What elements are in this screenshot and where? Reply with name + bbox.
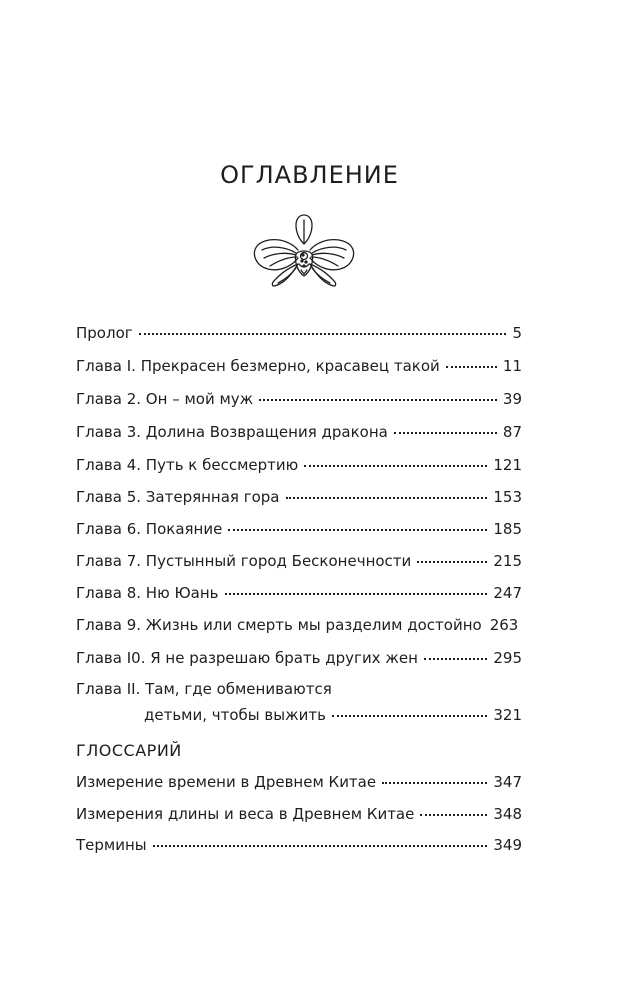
toc-entry-page: 185	[493, 520, 522, 538]
glossary-entry-label: Измерение времени в Древнем Китае	[76, 773, 377, 791]
toc-entry-page: 87	[502, 423, 522, 441]
toc-entry[interactable]	[76, 550, 522, 582]
glossary-entry-label: Термины	[76, 836, 147, 854]
toc-entry-label: Глава 5. Затерянная гора	[76, 488, 280, 506]
toc-entry-page: 5	[512, 324, 522, 342]
toc-entry[interactable]	[76, 454, 522, 486]
dot-leader	[394, 432, 497, 434]
toc-entry-page: 39	[502, 390, 522, 408]
toc-entry[interactable]	[76, 322, 522, 354]
toc-entry[interactable]	[76, 614, 522, 646]
dot-leader	[446, 366, 497, 368]
toc-entry-page: 247	[493, 584, 522, 602]
toc-entry[interactable]	[76, 355, 522, 387]
toc-entry-label: Глава 8. Ню Юань	[76, 584, 219, 602]
glossary-entry-page: 347	[493, 773, 522, 791]
toc-entry-page: 321	[493, 706, 522, 724]
dot-leader	[424, 658, 487, 660]
dot-leader	[332, 715, 487, 717]
toc-entry-page: 153	[493, 488, 522, 506]
dot-leader	[259, 399, 497, 401]
toc-entry[interactable]	[76, 518, 522, 550]
toc-entry[interactable]	[76, 388, 522, 420]
toc-entry-label: Глава I0. Я не разрешаю брать других жен	[76, 649, 418, 667]
toc-entry-label-continued: детьми, чтобы выжить	[144, 706, 326, 724]
toc-entry-label: Глава 3. Долина Возвращения дракона	[76, 423, 388, 441]
toc-entry[interactable]	[76, 421, 522, 453]
toc-entry[interactable]	[76, 678, 522, 732]
dot-leader	[420, 814, 487, 816]
toc-entry-label: Пролог	[76, 324, 133, 342]
toc-entry-label: Глава 6. Покаяние	[76, 520, 223, 538]
glossary-entry[interactable]	[76, 771, 522, 803]
dot-leader	[153, 845, 488, 847]
glossary-entry-page: 348	[493, 805, 522, 823]
glossary-entry-label: Измерения длины и веса в Древнем Китае	[76, 805, 415, 823]
toc-entry-label: Глава I. Прекрасен безмерно, красавец такой	[76, 357, 440, 375]
toc-entry[interactable]	[76, 582, 522, 614]
dot-leader	[304, 465, 487, 467]
toc-entry[interactable]	[76, 647, 522, 679]
toc-entry-label: Глава II. Там, где обмениваются	[76, 680, 332, 698]
dot-leader	[417, 561, 487, 563]
toc-entry-label: Глава 2. Он – мой муж	[76, 390, 254, 408]
toc-entry-label: Глава 9. Жизнь или смерть мы разделим достойно	[76, 616, 482, 634]
dot-leader	[139, 333, 507, 335]
glossary-entry-page: 349	[493, 836, 522, 854]
toc-entry-label: Глава 4. Путь к бессмертию	[76, 456, 299, 474]
toc-entry[interactable]	[76, 486, 522, 518]
toc-entry-page: 121	[493, 456, 522, 474]
dot-leader	[225, 593, 488, 595]
toc-entry-page: 215	[493, 552, 522, 570]
page-title: ОГЛАВЛЕНИЕ	[220, 161, 399, 189]
dot-leader	[382, 782, 487, 784]
orchid-icon	[252, 214, 356, 298]
dot-leader	[286, 497, 488, 499]
glossary-entry[interactable]	[76, 803, 522, 835]
toc-entry-label: Глава 7. Пустынный город Бесконечности	[76, 552, 412, 570]
dot-leader	[228, 529, 487, 531]
toc-entry-page: 295	[493, 649, 522, 667]
glossary-heading: ГЛОССАРИЙ	[76, 741, 182, 760]
toc-entry-page: 263	[489, 616, 519, 634]
toc-entry-page: 11	[502, 357, 522, 375]
glossary-entry[interactable]	[76, 834, 522, 866]
